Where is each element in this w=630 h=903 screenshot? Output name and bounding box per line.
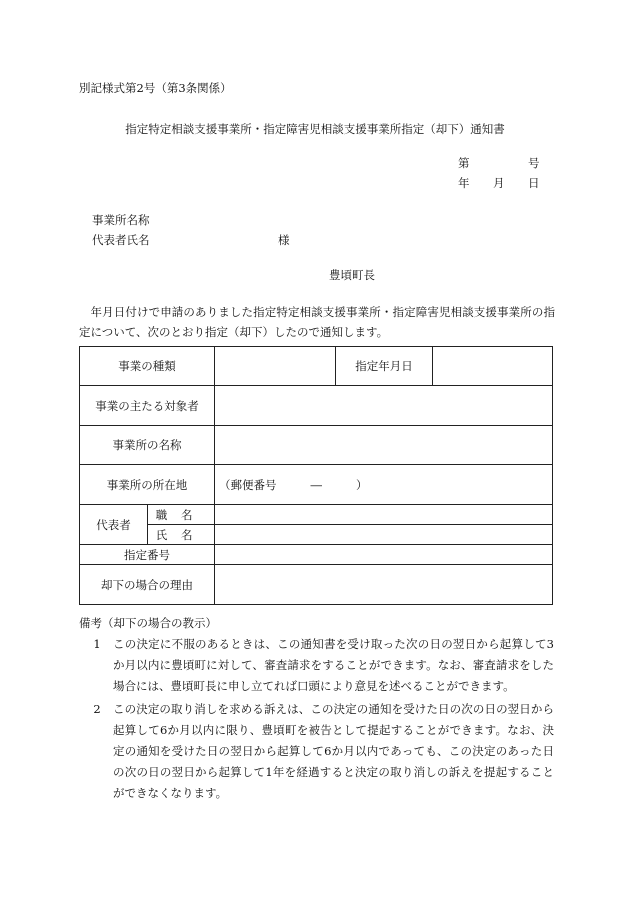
office-name-value — [215, 426, 553, 465]
business-type-label: 事業の種類 — [80, 347, 215, 386]
date-month-label: 月 — [493, 176, 505, 190]
designation-number-label: 指定番号 — [80, 545, 215, 565]
table-row — [80, 386, 553, 426]
form-identifier: 別記様式第2号（第3条関係） — [79, 81, 232, 95]
postal-code-label: （郵便番号 — [219, 477, 277, 492]
rejection-reason-value — [215, 565, 553, 605]
intro-paragraph: 年月日付けで申請のありました指定特定相談支援事業所・指定障害児相談支援事業所の指定について、次のとおり指定（却下）したので通知します。 — [79, 305, 555, 339]
note-text: この決定に不服のあるときは、この通知書を受け取った次の日の翌日から起算して3か月以内に豊頃町に対して、審査請求をすることができます。なお、審査請求をした場合には、豊頃町長に申し立てれば口頭により意見を述べることができます。 — [113, 637, 554, 693]
name-value — [215, 525, 553, 545]
table-row — [80, 505, 553, 525]
target-label: 事業の主たる対象者 — [80, 386, 215, 426]
rejection-reason-label: 却下の場合の理由 — [80, 565, 215, 605]
number-suffix: 号 — [528, 156, 540, 170]
target-value — [215, 386, 553, 426]
number-prefix: 第 — [458, 156, 470, 170]
notes-title: 備考（却下の場合の教示） — [79, 616, 217, 630]
table-row — [80, 525, 553, 545]
postal-code-dash: ― — [310, 477, 322, 492]
office-location-label: 事業所の所在地 — [80, 465, 215, 505]
name-label: 氏名 — [148, 525, 215, 545]
designation-date-label: 指定年月日 — [336, 347, 433, 386]
office-name-row-label: 事業所の名称 — [80, 426, 215, 465]
table-row — [80, 347, 553, 386]
representative-label: 代表者 — [80, 505, 148, 545]
designation-number-value — [215, 545, 553, 565]
table-row — [80, 426, 553, 465]
honorific-sama: 様 — [278, 233, 290, 247]
business-type-value — [215, 347, 336, 386]
position-value — [215, 505, 553, 525]
table-row — [80, 545, 553, 565]
list-item — [79, 634, 554, 697]
note-text: この決定の取り消しを求める訴えは、この決定の通知を受けた日の次の日の翌日から起算して6か月以内に限り、豊頃町を被告として提起することができます。なお、決定の通知を受けた日の翌日から起算して6か月以内であっても、この決定のあった日の次の日の翌日から起算して1年を経過すると決定の取り消しの訴えを提起することができなくなります。 — [113, 702, 554, 800]
document-title: 指定特定相談支援事業所・指定障害児相談支援事業所指定（却下）通知書 — [125, 122, 505, 136]
table-row — [80, 565, 553, 605]
notes-section — [79, 615, 554, 804]
postal-code-close: ） — [356, 477, 368, 492]
representative-name-label: 代表者氏名 — [92, 233, 150, 247]
designation-table — [79, 346, 553, 605]
designation-date-value — [433, 347, 553, 386]
table-row — [80, 465, 553, 505]
issuer-name: 豊頃町長 — [329, 268, 375, 282]
office-name-label: 事業所名称 — [92, 213, 150, 227]
office-location-value — [215, 465, 553, 505]
note-number: 1 — [93, 637, 101, 651]
note-number: 2 — [93, 702, 101, 716]
date-day-label: 日 — [528, 176, 540, 190]
position-label: 職名 — [148, 505, 215, 525]
list-item — [79, 699, 554, 804]
date-year-label: 年 — [458, 176, 470, 190]
